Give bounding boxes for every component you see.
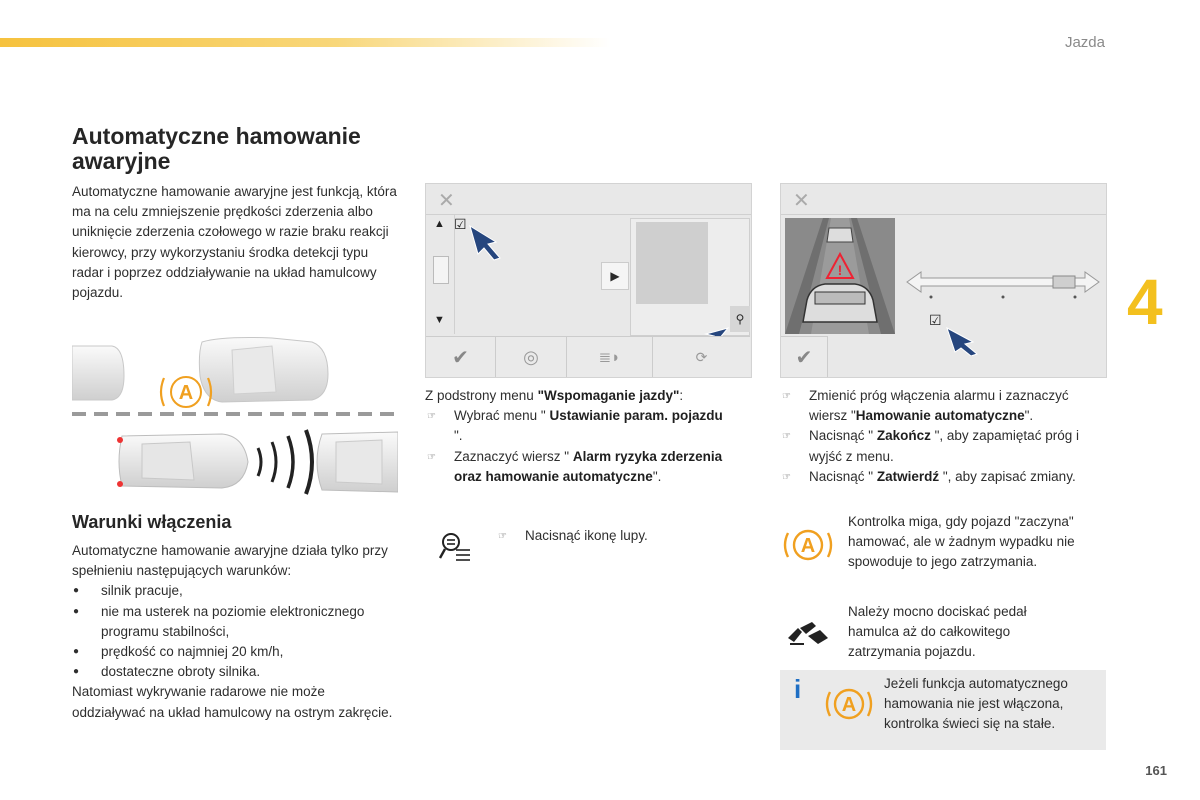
settings-screen-1 [425, 183, 752, 378]
conditions-section [72, 512, 402, 723]
svg-text:A: A [178, 382, 194, 404]
info-note: Jeżeli funkcja automatycznego hamowania nie jest włączona, kontrolka świeci się na stałe. [884, 676, 1068, 732]
close-icon[interactable]: ✕ [793, 190, 810, 212]
steering-wheel-icon[interactable]: ◎ [496, 336, 567, 377]
hand-pointer-icon: ☞ [782, 431, 791, 443]
close-icon[interactable]: ✕ [438, 190, 455, 212]
scrollbar-thumb[interactable] [433, 256, 449, 284]
right-instructions [780, 386, 1110, 487]
pointer-arrow-icon [943, 324, 981, 356]
conditions-title: Warunki włączenia [72, 512, 232, 532]
checkbox-icon[interactable]: ☑ [929, 312, 942, 328]
header-accent-bar [0, 38, 610, 47]
checkbox-icon[interactable]: ☑ [454, 216, 467, 232]
radar-illustration [72, 336, 398, 504]
page-title: Automatyczne hamowanie awaryjne [72, 123, 361, 174]
list-item: ☞ Zaznaczyć wiersz " Alarm ryzyka zderzenia oraz hamowanie automatyczne". [427, 448, 723, 484]
info-icon: i [794, 674, 802, 704]
confirm-check-icon[interactable]: ✔ [781, 336, 828, 377]
hand-pointer-icon: ☞ [427, 451, 436, 463]
magnifier-icon[interactable]: ⚲ [730, 306, 750, 332]
preview-panel [636, 222, 708, 304]
hand-pointer-icon: ☞ [498, 531, 507, 542]
list-item: ☞ Nacisnąć " Zatwierdź ", aby zapisać zmiany. [780, 467, 1110, 487]
info-box [780, 670, 1106, 750]
page-number: 161 [1145, 763, 1167, 778]
svg-text:!: ! [837, 262, 843, 278]
warning-blink-note: Kontrolka miga, gdy pojazd "zaczyna" hamować, ale w żadnym wypadku nie spowoduje to jego zatrzymania. [848, 514, 1075, 570]
hand-pointer-icon: ☞ [782, 391, 791, 402]
scroll-down-icon[interactable]: ▼ [434, 314, 445, 326]
list-item: ☞ Zmienić próg włączenia alarmu i zaznaczyć wiersz "Hamowanie automatyczne". [782, 388, 1069, 424]
left-column [72, 124, 402, 317]
threshold-slider[interactable] [905, 270, 1101, 300]
list-item: ● nie ma usterek na poziomie elektronicznego programu stabilności, [72, 602, 402, 642]
conditions-list [72, 581, 402, 682]
scroll-up-icon[interactable]: ▲ [434, 218, 445, 230]
settings-screen-2 [780, 183, 1107, 378]
hand-pointer-icon: ☞ [427, 411, 436, 423]
brake-note: Należy mocno dociskać pedał hamulca aż do całkowitego zatrzymania pojazdu. [848, 604, 1027, 660]
driving-aid-icon[interactable]: ⟳ [653, 336, 750, 377]
headlight-icon[interactable]: ≣◗ [567, 336, 653, 377]
hand-pointer-icon: ☞ [782, 471, 791, 483]
list-item: ☞ Wybrać menu " Ustawianie param. pojazdu ". [427, 408, 723, 444]
list-item: ● prędkość co najmniej 20 km/h, [72, 642, 402, 662]
list-item: ● dostateczne obroty silnika. [72, 662, 402, 682]
list-item: ● silnik pracuje, [72, 581, 402, 601]
warning-a-icon [782, 525, 834, 565]
collision-alert-illustration [785, 218, 895, 334]
play-icon[interactable]: ▶ [601, 262, 629, 290]
intro-paragraph: Automatyczne hamowanie awaryjne jest funkcją, która ma na celu zmniejszenie prędkości zderzenia albo uniknięcie zderzenia czołowego w razie braku reakcji kierowcy, przy wykorzystaniu środka detekcji typu radar i poprzez oddziaływanie na układ hamulcowy pojazdu. [72, 184, 397, 301]
menu-intro: Z podstrony menu "Wspomaganie jazdy": [425, 388, 684, 403]
chapter-number: 4 [1127, 266, 1163, 338]
list-item: ☞ Nacisnąć ikonę lupy. [496, 526, 696, 546]
svg-text:A: A [841, 694, 857, 716]
middle-instructions [425, 386, 735, 487]
magnifier-step [496, 526, 696, 546]
brake-pedal-icon [784, 616, 832, 648]
conditions-intro: Automatyczne hamowanie awaryjne działa tylko przy spełnieniu następujących warunków: [72, 543, 388, 579]
magnifier-menu-icon [438, 530, 472, 564]
warning-a-icon [824, 684, 874, 724]
svg-text:A: A [800, 535, 816, 557]
confirm-check-icon[interactable]: ✔ [426, 336, 496, 377]
pointer-arrow-icon [466, 222, 504, 262]
list-item: ☞ Nacisnąć " Zakończ ", aby zapamiętać próg i wyjść z menu. [782, 428, 1079, 464]
section-name: Jazda [1064, 34, 1105, 51]
conditions-outro: Natomiast wykrywanie radarowe nie może oddziaływać na układ hamulcowy na ostrym zakręcie. [72, 684, 393, 720]
